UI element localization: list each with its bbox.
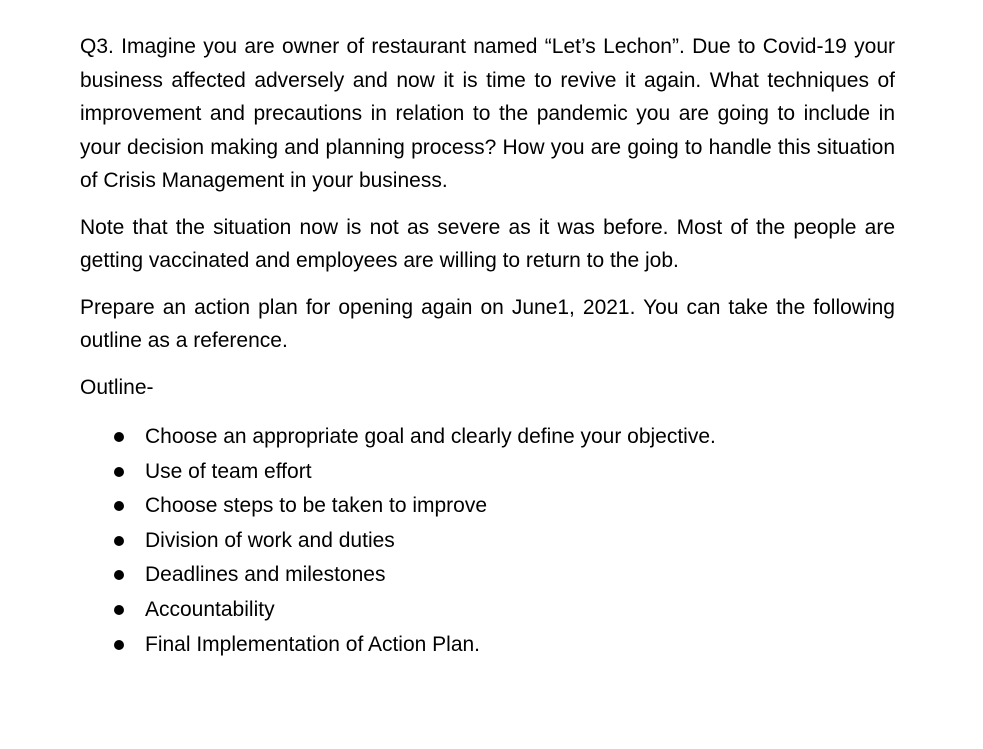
- document-page: [80, 30, 895, 662]
- outline-list: [80, 420, 895, 662]
- bullet-icon: [114, 570, 124, 580]
- bullet-icon: [114, 605, 124, 615]
- outline-item-text: Choose an appropriate goal and clearly define your objective.: [145, 425, 716, 448]
- question-paragraph: Q3. Imagine you are owner of restaurant named “Let’s Lechon”. Due to Covid-19 your business affected adversely and now it is time to revive it again. What techniques of improvement and precautions in relation to the pandemic you are going to include in your decision making and planning process? How you are going to handle this situation of Crisis Management in your business.: [80, 35, 895, 192]
- outline-item-text: Accountability: [145, 597, 275, 621]
- outline-item-text: Choose steps to be taken to improve: [145, 494, 488, 518]
- outline-item-text: Final Implementation of Action Plan.: [145, 632, 481, 656]
- bullet-icon: [114, 501, 124, 511]
- bullet-icon: [114, 467, 124, 477]
- bullet-icon: [114, 536, 124, 546]
- bullet-icon: [114, 432, 124, 442]
- bullet-icon: [114, 640, 124, 650]
- outline-item: [80, 558, 895, 593]
- outline-item: [80, 489, 895, 524]
- instruction-paragraph: Prepare an action plan for opening again on June1, 2021. You can take the following outline as a reference.: [80, 295, 895, 352]
- outline-item: [80, 593, 895, 628]
- outline-item: [80, 524, 895, 559]
- outline-item-text: Use of team effort: [145, 459, 312, 483]
- outline-label: Outline-: [80, 375, 154, 399]
- outline-item: [80, 628, 895, 663]
- note-paragraph: Note that the situation now is not as severe as it was before. Most of the people are getting vaccinated and employees are willing to return to the job.: [80, 215, 895, 272]
- outline-item-text: Division of work and duties: [145, 528, 395, 552]
- outline-item-text: Deadlines and milestones: [145, 563, 386, 587]
- outline-item: [80, 420, 895, 455]
- outline-item: [80, 455, 895, 490]
